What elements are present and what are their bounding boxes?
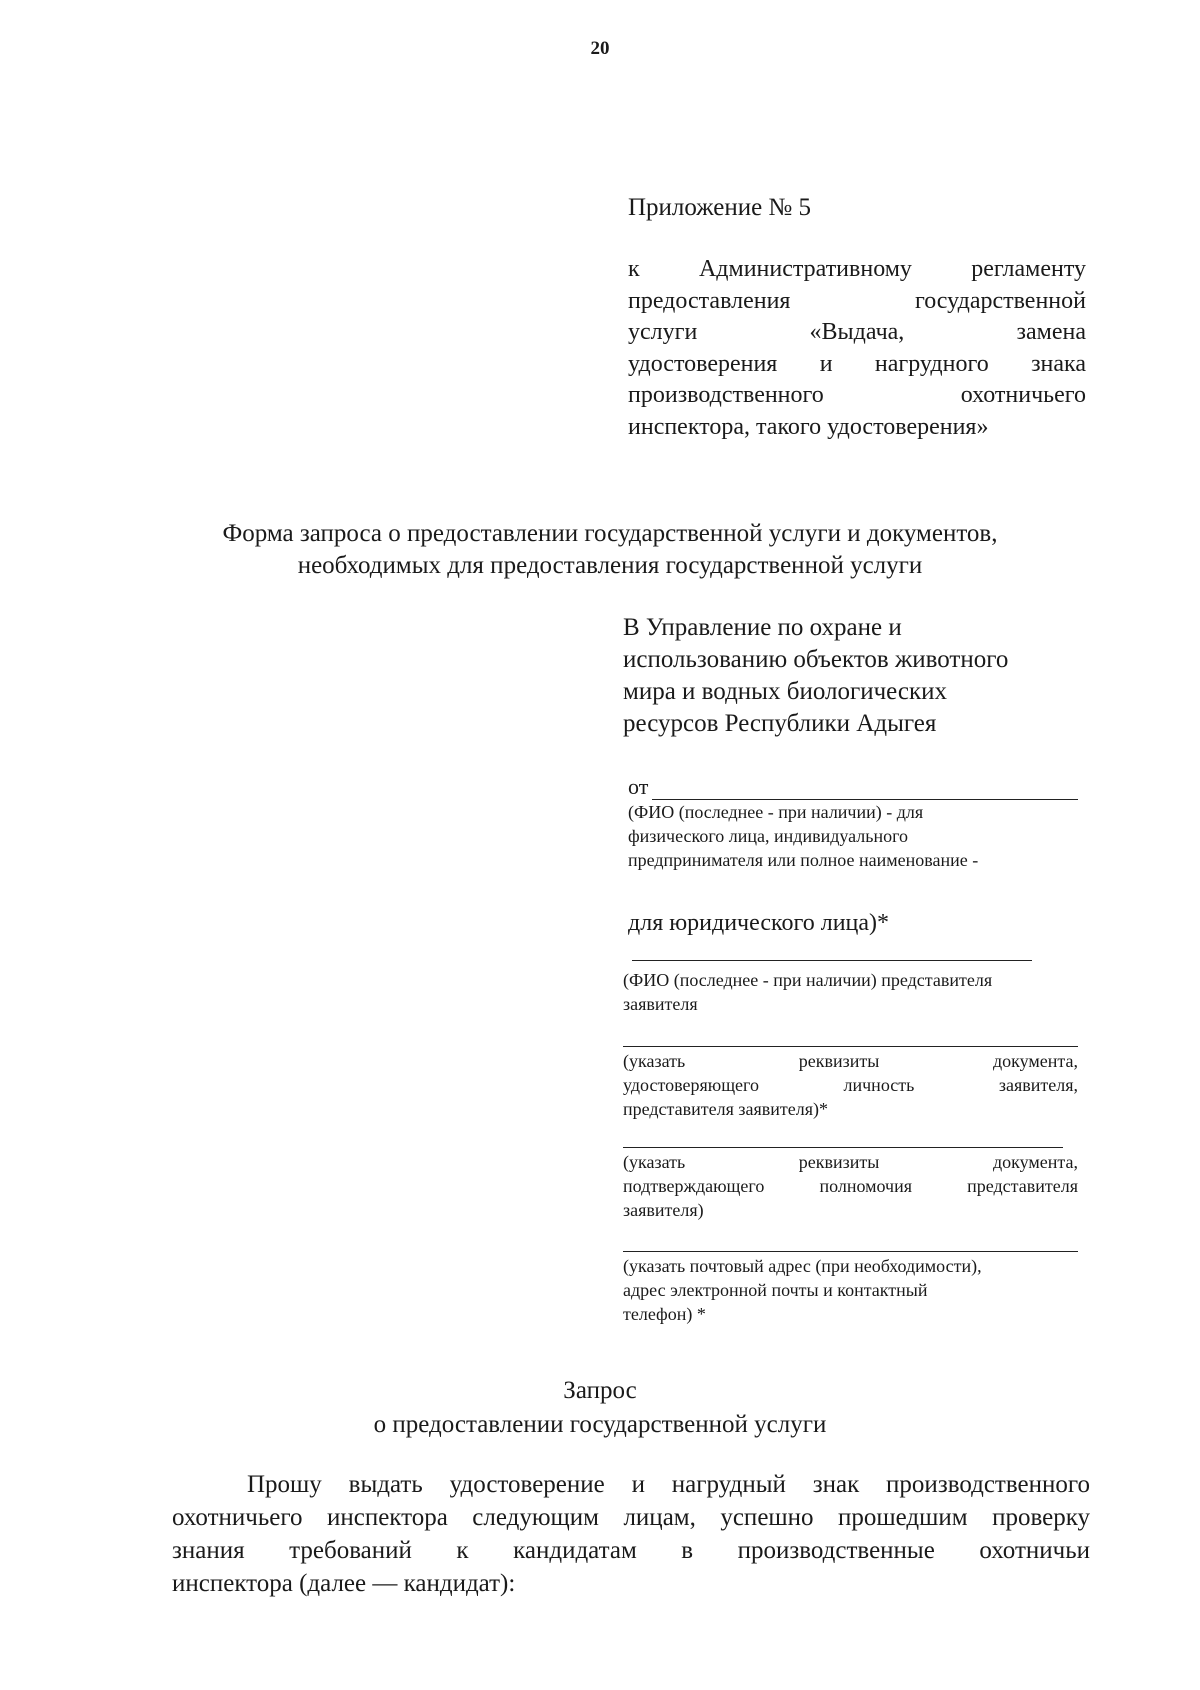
- caption-line: (ФИО (последнее - при наличии) - для: [628, 802, 924, 822]
- contacts-caption: [623, 1254, 1078, 1326]
- caption-line: (указать почтовый адрес (при необходимости),: [623, 1256, 982, 1276]
- page-number: 20: [590, 38, 610, 59]
- appendix-block: [628, 192, 1086, 443]
- addressee-block: [623, 612, 1093, 740]
- appendix-line: предоставления государственной: [628, 287, 1086, 314]
- authority-document-blank[interactable]: [623, 1147, 1063, 1148]
- caption-line: (указать реквизиты документа,: [623, 1152, 1078, 1172]
- contacts-field: [623, 1251, 1078, 1326]
- applicant-blank[interactable]: [652, 781, 1078, 800]
- request-title: Запрос: [563, 1377, 637, 1404]
- body-line: охотничьего инспектора следующим лицам, успешно прошедшим проверку: [172, 1504, 1090, 1531]
- identity-document-caption: [623, 1049, 1078, 1121]
- caption-line: адрес электронной почты и контактный: [623, 1280, 928, 1300]
- representative-caption: [623, 968, 1078, 1016]
- caption-line: предпринимателя или полное наименование -: [628, 850, 979, 870]
- caption-line: удостоверяющего личность заявителя,: [623, 1075, 1078, 1095]
- identity-document-blank[interactable]: [623, 1046, 1078, 1047]
- request-heading: [0, 1374, 1200, 1442]
- addressee-line: В Управление по охране и: [623, 614, 902, 641]
- caption-line: (указать реквизиты документа,: [623, 1051, 1078, 1071]
- appendix-title: Приложение № 5: [628, 194, 812, 221]
- caption-line: (ФИО (последнее - при наличии) представителя: [623, 970, 993, 990]
- caption-line: подтверждающего полномочия представителя: [623, 1176, 1078, 1196]
- request-subtitle: о предоставлении государственной услуги: [373, 1411, 827, 1438]
- from-label: от: [628, 774, 649, 799]
- representative-caption-block: [623, 966, 1078, 1016]
- caption-line: телефон) *: [623, 1304, 706, 1324]
- caption-line: заявителя: [623, 994, 698, 1014]
- representative-blank[interactable]: [632, 960, 1032, 961]
- representative-field: [632, 960, 1032, 961]
- caption-line: физического лица, индивидуального: [628, 826, 909, 846]
- applicant-field: [628, 774, 1078, 938]
- appendix-reference: [628, 254, 1086, 443]
- applicant-caption-end: для юридического лица)*: [628, 910, 890, 936]
- caption-line: представителя заявителя)*: [623, 1099, 828, 1119]
- appendix-line: удостоверения и нагрудного знака: [628, 350, 1086, 377]
- body-line: Прошу выдать удостоверение и нагрудный знак производственного: [247, 1471, 1090, 1498]
- authority-document-field: [623, 1147, 1078, 1222]
- applicant-caption: [628, 800, 1078, 872]
- appendix-line: инспектора, такого удостоверения»: [628, 413, 989, 440]
- caption-line: заявителя): [623, 1200, 704, 1220]
- addressee-line: ресурсов Республики Адыгея: [623, 710, 937, 737]
- appendix-line: к Административному регламенту: [628, 256, 1086, 282]
- form-heading: [150, 518, 1070, 582]
- appendix-line: услуги «Выдача, замена: [628, 319, 1086, 345]
- contacts-blank[interactable]: [623, 1251, 1078, 1252]
- addressee-line: мира и водных биологических: [623, 678, 948, 705]
- request-body: [172, 1468, 1090, 1600]
- applicant-name-line[interactable]: [628, 774, 1078, 800]
- authority-document-caption: [623, 1150, 1078, 1222]
- appendix-line: производственного охотничьего: [628, 382, 1086, 408]
- identity-document-field: [623, 1046, 1078, 1121]
- form-heading-line: необходимых для предоставления государственной услуги: [297, 552, 923, 579]
- addressee-line: использованию объектов животного: [623, 646, 1009, 673]
- body-line: знания требований к кандидатам в производственные охотничьи: [172, 1537, 1090, 1564]
- form-heading-line: Форма запроса о предоставлении государственной услуги и документов,: [222, 520, 998, 547]
- body-line: инспектора (далее — кандидат):: [172, 1570, 516, 1597]
